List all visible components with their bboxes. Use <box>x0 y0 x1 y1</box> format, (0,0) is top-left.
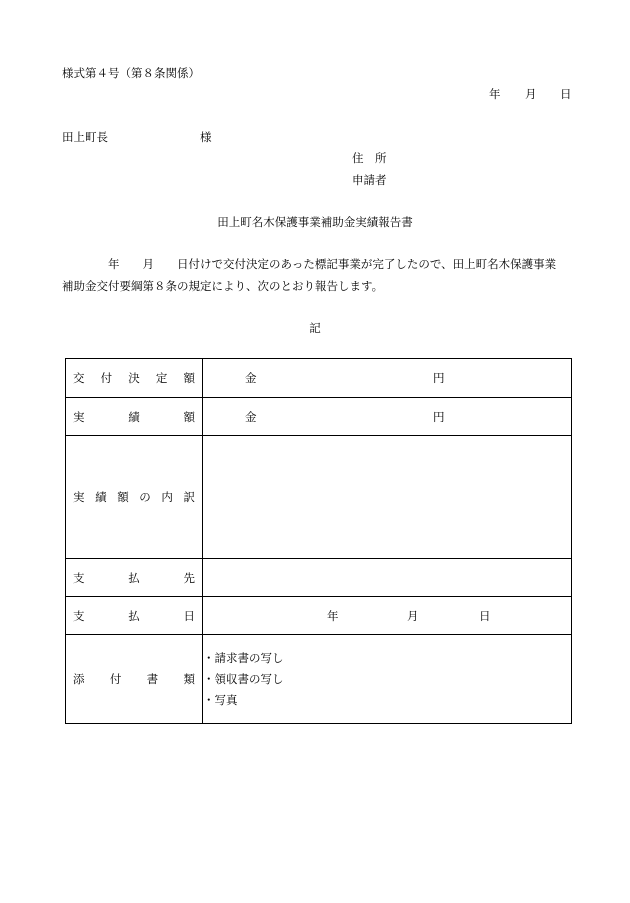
label-char: 支 <box>73 570 85 585</box>
breakdown-label-cell <box>66 436 203 559</box>
payment-year-label: 年 <box>327 608 339 623</box>
label-char: 訳 <box>183 490 195 504</box>
attachments-label <box>66 671 202 687</box>
body-line-1: 年 月 日付けで交付決定のあった標記事業が完了したので、田上町名木保護事業 <box>62 257 557 271</box>
label-char: 決 <box>128 371 140 385</box>
actual-amount-field[interactable] <box>203 398 572 436</box>
label-char: 日 <box>183 608 195 623</box>
yen-prefix: 金 <box>245 409 257 424</box>
yen-suffix: 円 <box>433 409 445 424</box>
label-char: 内 <box>161 490 173 504</box>
table-row <box>66 436 572 559</box>
breakdown-field[interactable] <box>203 436 572 559</box>
decision-amount-label-cell <box>66 359 203 398</box>
label-char: 額 <box>183 371 195 385</box>
date-day-label: 日 <box>560 87 572 101</box>
label-char: 績 <box>128 409 140 424</box>
label-char: 払 <box>128 608 140 623</box>
addressee-honorific: 様 <box>200 130 212 144</box>
actual-amount-label-cell <box>66 398 203 436</box>
body-line-2: 補助金交付要綱第８条の規定により、次のとおり報告します。 <box>62 279 384 293</box>
decision-amount-label <box>66 370 202 386</box>
label-char: 付 <box>109 672 122 686</box>
attachment-item-receipt: ・領収書の写し <box>203 671 284 686</box>
table-row <box>66 398 572 436</box>
label-char: 額 <box>117 490 129 504</box>
attachments-label-cell <box>66 635 203 724</box>
attachment-item-photo: ・写真 <box>203 692 238 707</box>
form-number: 様式第４号（第８条関係） <box>62 66 200 80</box>
addressee-name: 田上町長 <box>62 130 108 144</box>
decision-amount-field[interactable] <box>203 359 572 398</box>
attachments-list <box>203 635 572 724</box>
ki-heading: 記 <box>309 321 321 335</box>
payee-field[interactable] <box>203 559 572 597</box>
payment-date-label-cell <box>66 597 203 635</box>
payment-month-label: 月 <box>407 608 419 623</box>
yen-suffix: 円 <box>433 371 445 385</box>
document-title: 田上町名木保護事業補助金実績報告書 <box>217 215 413 229</box>
label-char: 付 <box>100 371 113 385</box>
payment-date-field[interactable] <box>203 597 572 635</box>
label-char: 類 <box>183 672 195 686</box>
label-char: の <box>139 490 151 504</box>
label-char: 払 <box>128 570 140 585</box>
label-char: 支 <box>73 608 85 623</box>
label-char: 先 <box>183 570 195 585</box>
table-row <box>66 597 572 635</box>
label-char: 実 <box>73 490 85 504</box>
label-char: 添 <box>73 672 85 686</box>
table-row <box>66 559 572 597</box>
label-char: 書 <box>146 672 159 686</box>
address-label: 住 所 <box>352 151 387 165</box>
applicant-label: 申請者 <box>352 173 387 187</box>
payee-label <box>66 570 202 586</box>
payment-date-label <box>66 608 202 624</box>
label-char: 績 <box>95 490 107 504</box>
label-char: 実 <box>73 409 85 424</box>
label-char: 交 <box>73 371 85 385</box>
label-char: 定 <box>155 371 168 385</box>
breakdown-label <box>66 489 202 505</box>
payee-label-cell <box>66 559 203 597</box>
table-row <box>66 635 572 724</box>
payment-day-label: 日 <box>479 608 491 623</box>
table-row <box>66 359 572 398</box>
label-char: 額 <box>183 409 195 424</box>
date-month-label: 月 <box>525 87 537 101</box>
actual-amount-label <box>66 409 202 425</box>
attachment-item-invoice: ・請求書の写し <box>203 650 284 665</box>
report-table <box>65 358 572 724</box>
date-year-label: 年 <box>489 87 501 101</box>
yen-prefix: 金 <box>245 371 257 385</box>
